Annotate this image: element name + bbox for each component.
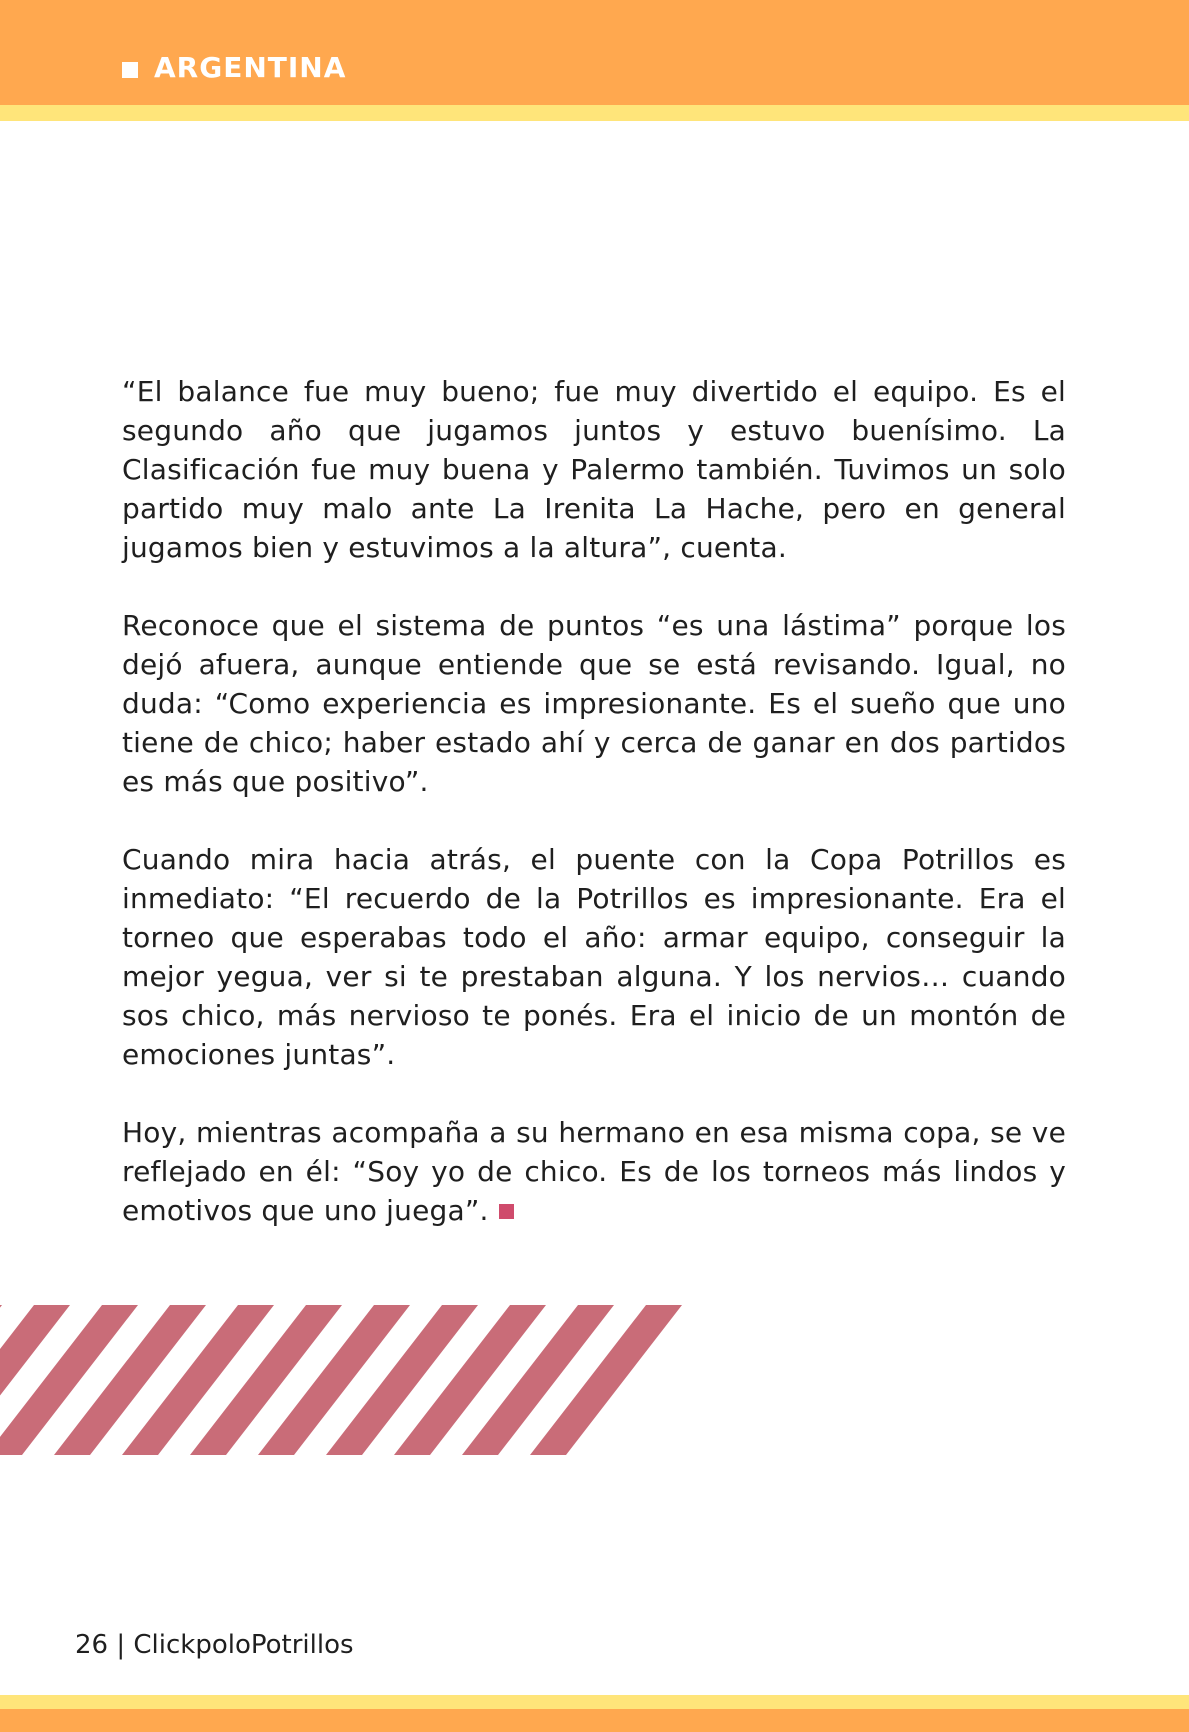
paragraph-last [122, 1113, 1066, 1230]
stripe-group [0, 1305, 710, 1455]
section-marker-square [122, 62, 138, 78]
paragraph-text: Hoy, mientras acompaña a su hermano en esa misma copa, se ve reflejado en él: “Soy yo de chico. Es de los torneos más lindos y emotivos que uno juega”. [122, 1116, 1066, 1227]
paragraph: Cuando mira hacia atrás, el puente con la Copa Potrillos es inmediato: “El recuerdo de la Potrillos es impresionante. Era el torneo que esperabas todo el año: armar equipo, conseguir la mejor yegua, ver si te prestaban alguna. Y los nervios… cuando sos chico, más nervioso te ponés. Era el inicio de un montón de emociones juntas”. [122, 843, 1066, 1071]
end-of-article-mark [499, 1204, 514, 1219]
paragraph: “El balance fue muy bueno; fue muy divertido el equipo. Es el segundo año que jugamos juntos y estuvo buenísimo. La Clasificación fue muy buena y Palermo también. Tuvimos un solo partido muy malo ante La Irenita La Hache, pero en general jugamos bien y estuvimos a la altura”, cuenta. [122, 375, 1066, 564]
footer [75, 1627, 354, 1663]
section-title: ARGENTINA [154, 51, 347, 84]
footer-bar [0, 1709, 1189, 1732]
page-number: 26 [75, 1630, 109, 1660]
publication-name: ClickpoloPotrillos [133, 1630, 354, 1660]
footer-separator: | [116, 1630, 126, 1660]
header-stripe [0, 105, 1189, 121]
paragraph: Reconoce que el sistema de puntos “es una lástima” porque los dejó afuera, aunque entiende que se está revisando. Igual, no duda: “Como experiencia es impresionante. Es el sueño que uno tiene de chico; haber estado ahí y cerca de ganar en dos partidos es más que positivo”. [122, 609, 1066, 798]
diagonal-stripe [666, 1305, 710, 1455]
footer-stripe [0, 1695, 1189, 1709]
decorative-diagonal-stripes [0, 1305, 710, 1455]
article-body [122, 372, 1066, 1269]
